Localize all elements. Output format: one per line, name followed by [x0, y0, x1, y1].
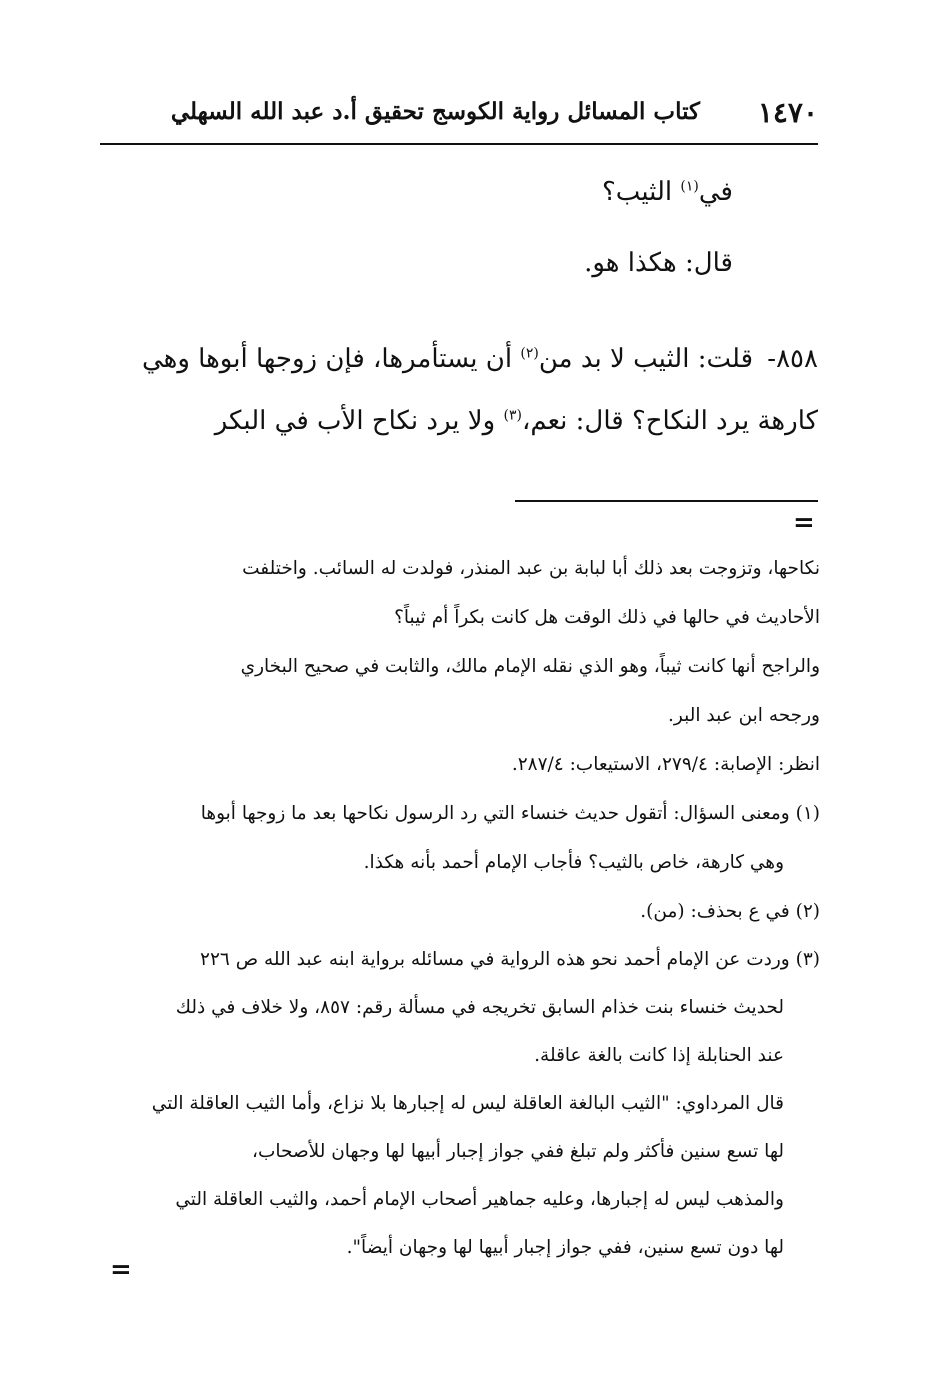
question-text-b: أن يستأمرها، فإن زوجها أبوها وهي — [141, 344, 521, 374]
footnote-2: (٢) في ع بحذف: (من). — [640, 901, 820, 922]
question-line-1 — [142, 344, 818, 374]
main-text-word: في — [698, 177, 733, 207]
footnote-3-line: لها دون تسع سنين، ففي جواز إجبار أبيها لها وجهان أيضاً". — [346, 1237, 784, 1258]
footnote-continued-line: والراجح أنها كانت ثيباً، وهو الذي نقله الإمام مالك، والثابت في صحيح البخاري — [240, 656, 820, 677]
footnote-ref-3: (٣) — [503, 407, 522, 424]
continuation-mark-top: = — [793, 508, 815, 538]
footnote-1-line: وهي كارهة، خاص بالثيب؟ فأجاب الإمام أحمد بأنه هكذا. — [363, 852, 784, 873]
question-text-d: ولا يرد نكاح الأب في البكر — [214, 406, 504, 436]
footnote-ref-1: (١) — [680, 178, 699, 195]
running-title: كتاب المسائل رواية الكوسج تحقيق أ.د عبد الله السهلي — [170, 98, 700, 125]
footnote-continued-line: نكاحها، وتزوجت بعد ذلك أبا لبابة بن عبد المنذر، فولدت له السائب. واختلفت — [242, 558, 820, 579]
footnote-separator — [515, 500, 818, 502]
question-text-a: قلت: الثيب لا بد من — [538, 344, 754, 374]
footnote-3-line: لحديث خنساء بنت خذام السابق تخريجه في مسألة رقم: ٨٥٧، ولا خلاف في ذلك — [175, 997, 784, 1018]
continuation-mark-bottom: = — [110, 1255, 132, 1285]
footnote-3-line: والمذهب ليس له إجبارها، وعليه جماهير أصحاب الإمام أحمد، والثيب العاقلة التي — [175, 1189, 784, 1210]
footnote-3-line: لها تسع سنين فأكثر ولم تبلغ ففي جواز إجبار أبيها لها وجهان للأصحاب، — [251, 1141, 784, 1162]
footnote-ref-2: (٢) — [520, 345, 539, 362]
footnote-continued-line: انظر: الإصابة: ٢٧٩/٤، الاستيعاب: ٢٨٧/٤. — [511, 754, 820, 775]
page-number: ١٤٧٠ — [757, 96, 818, 129]
main-text-line-1 — [602, 176, 733, 210]
footnote-continued-line: ورجحه ابن عبد البر. — [668, 705, 820, 726]
question-number: ٨٥٨- — [767, 344, 818, 374]
footnote-3-line: (٣) وردت عن الإمام أحمد نحو هذه الرواية في مسائله برواية ابنه عبد الله ص ٢٢٦ — [200, 949, 820, 970]
question-line-2 — [215, 406, 818, 436]
page-header — [100, 92, 818, 142]
footnote-1-line: (١) ومعنى السؤال: أتقول حديث خنساء التي رد الرسول نكاحها بعد ما زوجها أبوها — [200, 803, 820, 824]
footnote-continued-line: الأحاديث في حالها في ذلك الوقت هل كانت بكراً أم ثيباً؟ — [394, 607, 820, 628]
main-text-rest: الثيب؟ — [601, 177, 681, 207]
footnote-3-line: قال المرداوي: "الثيب البالغة العاقلة ليس له إجبارها بلا نزاع، وأما الثيب العاقلة التي — [151, 1093, 784, 1114]
main-text-line-2: قال: هكذا هو. — [584, 248, 733, 278]
header-rule — [100, 143, 818, 145]
question-text-c: كارهة يرد النكاح؟ قال: نعم، — [521, 406, 818, 436]
footnote-3-line: عند الحنابلة إذا كانت بالغة عاقلة. — [534, 1045, 784, 1066]
